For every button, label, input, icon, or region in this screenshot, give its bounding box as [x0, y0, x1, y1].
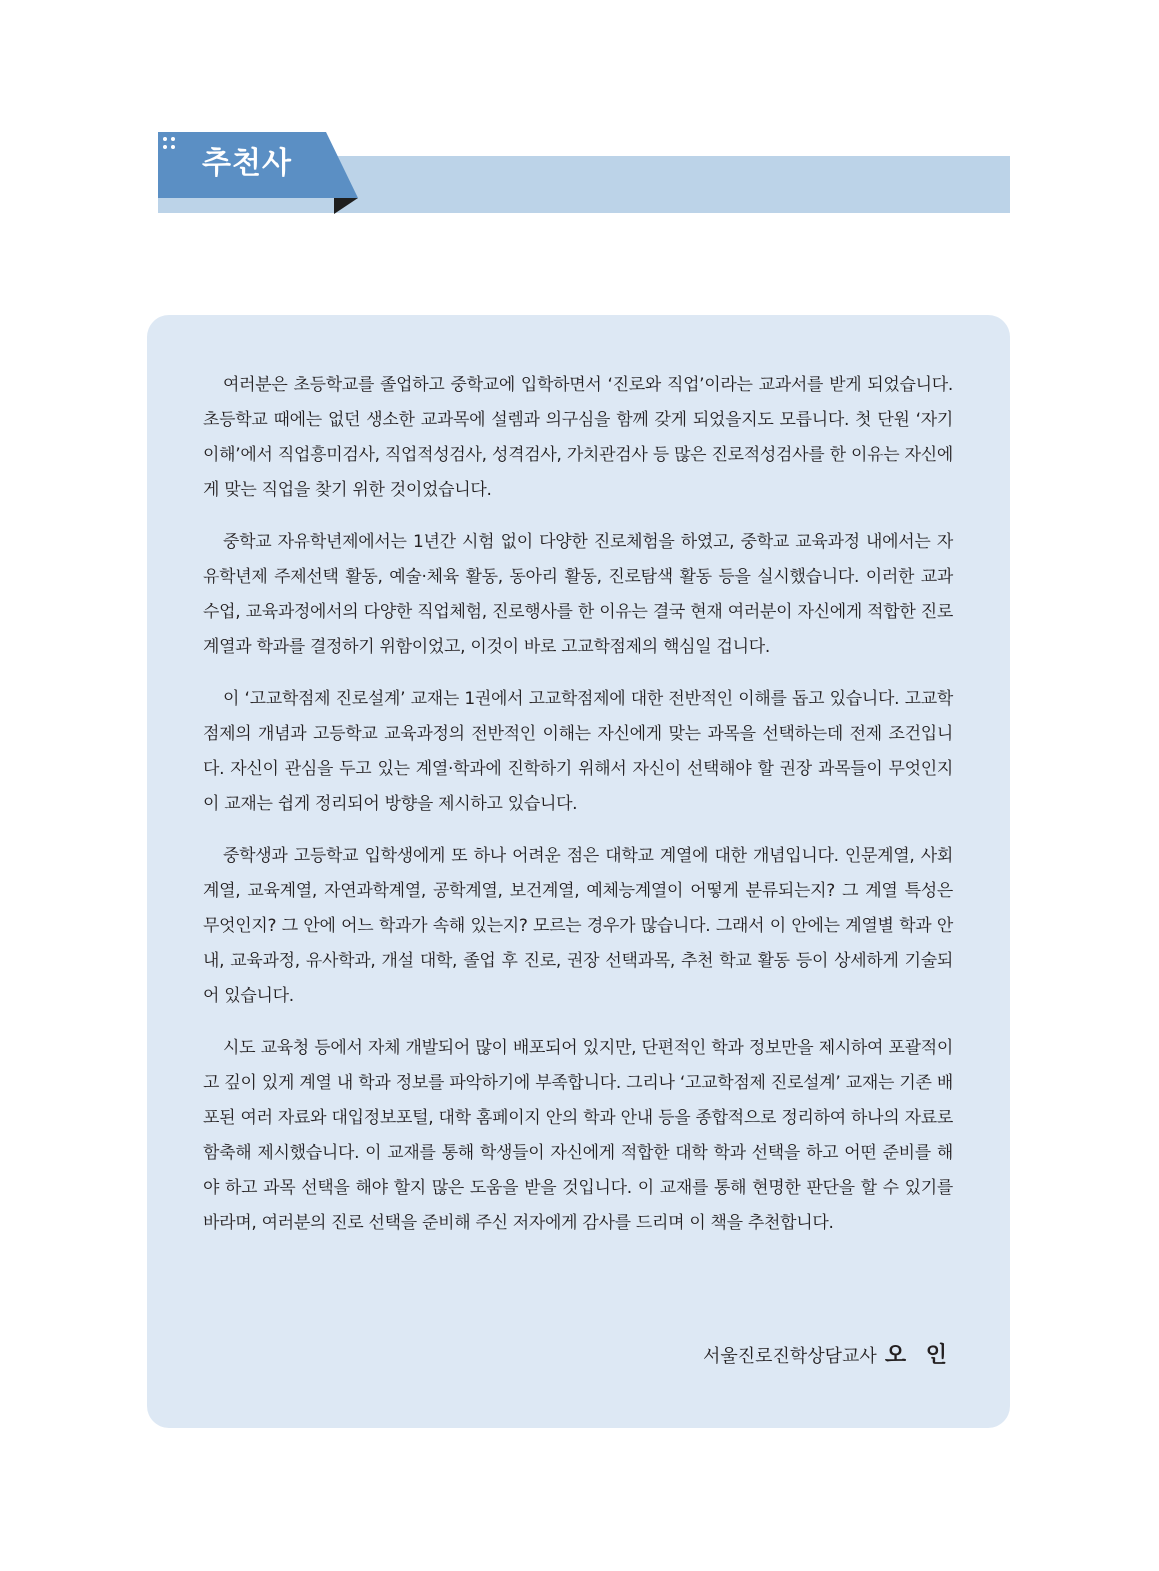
page-title: 추천사	[202, 146, 292, 181]
dots-icon	[163, 137, 179, 153]
recommendation-body	[203, 368, 953, 1258]
paragraph-1: 여러분은 초등학교를 졸업하고 중학교에 입학하면서 ‘진로와 직업’이라는 교과서를 받게 되었습니다. 초등학교 때에는 없던 생소한 교과목에 설렘과 의구심을 함께 갖게 되었을지도 모릅니다. 첫 단원 ‘자기 이해’에서 직업흥미검사, 직업적성검사, 성격검사, 가치관검사 등 많은 진로적성검사를 한 이유는 자신에게 맞는 직업을 찾기 위한 것이었습니다.	[203, 375, 953, 500]
paragraph-5: 시도 교육청 등에서 자체 개발되어 많이 배포되어 있지만, 단편적인 학과 정보만을 제시하여 포괄적이고 깊이 있게 계열 내 학과 정보를 파악하기에 부족합니다. 그리나 ‘고교학점제 진로설계’ 교재는 기존 배포된 여러 자료와 대입정보포털, 대학 홈페이지 안의 학과 안내 등을 종합적으로 정리하여 하나의 자료로 함축해 제시했습니다. 이 교재를 통해 학생들이 자신에게 적합한 대학 학과 선택을 하고 어떤 준비를 해야 하고 과목 선택을 해야 할지 많은 도움을 받을 것입니다. 이 교재를 통해 현명한 판단을 할 수 있기를 바라며, 여러분의 진로 선택을 준비해 주신 저자에게 감사를 드리며 이 책을 추천합니다.	[203, 1038, 953, 1233]
signature-affiliation: 서울진로진학상담교사	[702, 1346, 877, 1367]
paragraph-2: 중학교 자유학년제에서는 1년간 시험 없이 다양한 진로체험을 하였고, 중학교 교육과정 내에서는 자유학년제 주제선택 활동, 예술·체육 활동, 동아리 활동, 진로탐색 활동 등을 실시했습니다. 이러한 교과 수업, 교육과정에서의 다양한 직업체험, 진로행사를 한 이유는 결국 현재 여러분이 자신에게 적합한 진로 계열과 학과를 결정하기 위함이었고, 이것이 바로 고교학점제의 핵심일 겁니다.	[203, 532, 953, 657]
signature	[703, 1338, 953, 1375]
signature-name: 오 인	[884, 1343, 953, 1368]
paragraph-4: 중학생과 고등학교 입학생에게 또 하나 어려운 점은 대학교 계열에 대한 개념입니다. 인문계열, 사회계열, 교육계열, 자연과학계열, 공학계열, 보건계열, 예체능계열이 어떻게 분류되는지? 그 계열 특성은 무엇인지? 그 안에 어느 학과가 속해 있는지? 모르는 경우가 많습니다. 그래서 이 안에는 계열별 학과 안내, 교육과정, 유사학과, 개설 대학, 졸업 후 진로, 권장 선택과목, 추천 학교 활동 등이 상세하게 기술되어 있습니다.	[203, 846, 953, 1006]
paragraph-3: 이 ‘고교학점제 진로설계’ 교재는 1권에서 고교학점제에 대한 전반적인 이해를 돕고 있습니다. 고교학점제의 개념과 고등학교 교육과정의 전반적인 이해는 자신에게 맞는 과목을 선택하는데 전제 조건입니다. 자신이 관심을 두고 있는 계열·학과에 진학하기 위해서 자신이 선택해야 할 권장 과목들이 무엇인지 이 교재는 쉽게 정리되어 방향을 제시하고 있습니다.	[203, 689, 953, 814]
